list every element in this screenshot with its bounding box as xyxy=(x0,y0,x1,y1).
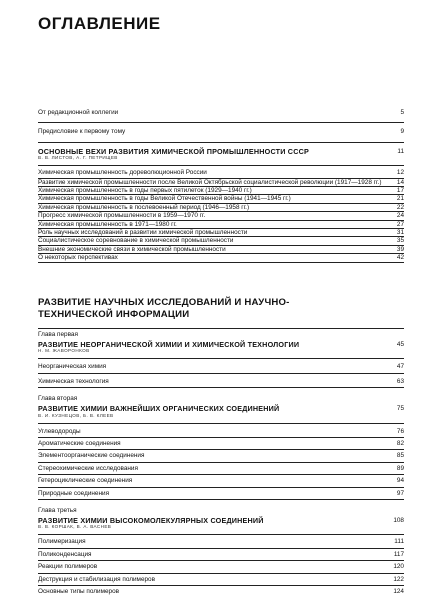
entry-page: 11 xyxy=(397,147,404,155)
entry-page: 39 xyxy=(396,245,404,253)
entry-page: 35 xyxy=(396,237,404,245)
authors: Н. М. ЖАВОРОНКОВ xyxy=(38,348,90,354)
toc-entry[interactable] xyxy=(38,221,404,228)
toc-entry[interactable] xyxy=(38,212,404,219)
chapter-title[interactable] xyxy=(38,405,404,412)
chapter-title-text: РАЗВИТИЕ ХИМИИ ВЫСОКОМОЛЕКУЛЯРНЫХ СОЕДИНЕНИЙ xyxy=(38,516,264,526)
entry-title: Химическая промышленность в годы Великой Отечественной войны (1941—1945 гг.) xyxy=(38,195,291,203)
divider xyxy=(38,449,404,450)
divider xyxy=(38,328,404,329)
toc-entry[interactable] xyxy=(38,128,404,135)
entry-title: От редакционной коллегии xyxy=(38,109,119,116)
toc-entry[interactable] xyxy=(38,588,404,595)
toc-part1 xyxy=(38,109,404,263)
divider xyxy=(38,437,404,438)
entry-page: 17 xyxy=(396,187,404,195)
toc-entry[interactable] xyxy=(38,187,404,194)
entry-title: Полимеризация xyxy=(38,538,86,546)
toc-entry[interactable] xyxy=(38,538,404,545)
entry-page: 108 xyxy=(393,517,404,525)
toc-entry[interactable] xyxy=(38,378,404,385)
entry-title: Основные типы полимеров xyxy=(38,588,120,596)
entry-title: Химическая промышленность в годы первых пятилеток (1929—1940 гг.) xyxy=(38,187,252,195)
toc-entry[interactable] xyxy=(38,465,404,472)
chapter-title[interactable] xyxy=(38,517,404,524)
part-heading-title: ОСНОВНЫЕ ВЕХИ РАЗВИТИЯ ХИМИЧЕСКОЙ ПРОМЫШЛЕННОСТИ СССР xyxy=(38,146,309,156)
divider xyxy=(38,499,404,500)
divider xyxy=(38,358,404,359)
entry-page: 5 xyxy=(400,109,404,116)
chapter-title-text: РАЗВИТИЕ ХИМИИ ВАЖНЕЙШИХ ОРГАНИЧЕСКИХ СОЕДИНЕНИЙ xyxy=(38,404,280,414)
chapter-label: Глава первая xyxy=(38,331,78,338)
entry-page: 24 xyxy=(396,212,404,220)
chapter-label: Глава третья xyxy=(38,507,77,515)
divider xyxy=(38,423,404,424)
page-title: ОГЛАВЛЕНИЕ xyxy=(38,14,161,33)
entry-page: 85 xyxy=(396,452,404,460)
divider xyxy=(38,262,404,263)
entry-page: 75 xyxy=(396,405,404,413)
entry-title: Химическая промышленность в 1971—1980 гг. xyxy=(38,220,177,228)
part-heading[interactable] xyxy=(38,148,404,155)
toc-entry[interactable] xyxy=(38,254,404,261)
entry-title: Деструкция и стабилизация полимеров xyxy=(38,575,155,583)
entry-title: О некоторых перспективах xyxy=(38,254,118,262)
entry-page: 42 xyxy=(396,254,404,262)
toc-entry[interactable] xyxy=(38,246,404,253)
entry-title: Предисловие к первому тому xyxy=(38,128,126,136)
entry-title: Химическая промышленность в послевоенный период (1946—1958 гг.) xyxy=(38,203,250,211)
entry-page: 14 xyxy=(396,178,404,186)
entry-page: 47 xyxy=(396,363,404,371)
entry-title: Развитие химической промышленности после Великой Октябрьской социалистической революции (1917—1928 гг.) xyxy=(38,178,382,186)
entry-title: Гетероциклические соединения xyxy=(38,477,133,485)
entry-title: Социалистическое соревнование в химической промышленности xyxy=(38,237,234,245)
toc-entry[interactable] xyxy=(38,452,404,459)
toc-entry[interactable] xyxy=(38,477,404,484)
entry-title: Углеводороды xyxy=(38,427,81,435)
divider xyxy=(38,534,404,535)
entry-title: Природные соединения xyxy=(38,489,110,497)
chapter-title-text: РАЗВИТИЕ НЕОРГАНИЧЕСКОЙ ХИМИИ И ХИМИЧЕСКОЙ ТЕХНОЛОГИИ xyxy=(38,340,300,349)
chapter-title[interactable] xyxy=(38,341,404,348)
entry-title: Реакции полимеров xyxy=(38,563,98,571)
toc-entry[interactable] xyxy=(38,204,404,211)
toc-entry[interactable] xyxy=(38,490,404,497)
entry-page: 76 xyxy=(396,427,404,435)
toc-entry[interactable] xyxy=(38,440,404,447)
divider xyxy=(38,585,404,586)
entry-title: Неорганическая химия xyxy=(38,363,107,371)
toc-entry[interactable] xyxy=(38,551,404,558)
authors: В. И. КУЗНЕЦОВ, Б. В. КЛЕЕВ xyxy=(38,412,114,418)
entry-title: Ароматические соединения xyxy=(38,440,121,448)
entry-page: 22 xyxy=(396,203,404,211)
divider xyxy=(38,462,404,463)
toc-entry[interactable] xyxy=(38,169,404,176)
entry-page: 124 xyxy=(393,588,404,596)
divider xyxy=(38,487,404,488)
toc-part2 xyxy=(38,328,404,596)
entry-page: 9 xyxy=(400,128,404,136)
entry-title: Химическая промышленность дореволюционной России xyxy=(38,169,207,177)
entry-page: 45 xyxy=(396,341,404,348)
entry-page: 122 xyxy=(393,575,404,583)
entry-title: Поликонденсация xyxy=(38,550,92,558)
divider xyxy=(38,560,404,561)
entry-title: Прогресс химической промышленности в 1959—1970 гг. xyxy=(38,212,206,220)
toc-entry[interactable] xyxy=(38,237,404,244)
toc-entry[interactable] xyxy=(38,563,404,570)
divider xyxy=(38,142,404,143)
authors: В. В. ЛИСТОВ, А. Г. ПЕТРИЩЕВ xyxy=(38,155,118,161)
entry-title: Химическая технология xyxy=(38,377,109,385)
toc-entry[interactable] xyxy=(38,363,404,370)
divider xyxy=(38,373,404,374)
divider xyxy=(38,165,404,166)
toc-entry[interactable] xyxy=(38,179,404,186)
toc-entry[interactable] xyxy=(38,576,404,583)
toc-entry[interactable] xyxy=(38,428,404,435)
entry-page: 63 xyxy=(396,377,404,385)
divider xyxy=(38,122,404,123)
toc-entry[interactable] xyxy=(38,109,404,116)
entry-page: 89 xyxy=(396,464,404,472)
divider xyxy=(38,387,404,388)
chapter-label: Глава вторая xyxy=(38,395,78,403)
entry-page: 21 xyxy=(396,195,404,203)
entry-page: 94 xyxy=(396,477,404,485)
entry-title: Роль научных исследований в развитии химической промышленности xyxy=(38,229,248,237)
entry-page: 120 xyxy=(393,563,404,571)
entry-page: 82 xyxy=(396,440,404,448)
entry-page: 97 xyxy=(396,489,404,497)
entry-page: 27 xyxy=(396,220,404,228)
entry-title: Элементоорганические соединения xyxy=(38,452,145,460)
divider xyxy=(38,474,404,475)
divider xyxy=(38,573,404,574)
entry-page: 12 xyxy=(396,169,404,177)
entry-title: Стереохимические исследования xyxy=(38,464,138,472)
entry-page: 111 xyxy=(394,538,404,546)
divider xyxy=(38,548,404,549)
authors: В. В. КОРШАК, В. А. ВАСНЕВ xyxy=(38,524,112,530)
entry-page: 31 xyxy=(396,229,404,237)
toc-entry[interactable] xyxy=(38,229,404,236)
toc-entry[interactable] xyxy=(38,195,404,202)
section-heading: РАЗВИТИЕ НАУЧНЫХ ИССЛЕДОВАНИЙ И НАУЧНО-ТЕХНИЧЕСКОЙ ИНФОРМАЦИИ xyxy=(38,297,290,320)
entry-title: Внешние экономические связи в химической промышленности xyxy=(38,245,226,253)
entry-page: 117 xyxy=(393,550,404,558)
